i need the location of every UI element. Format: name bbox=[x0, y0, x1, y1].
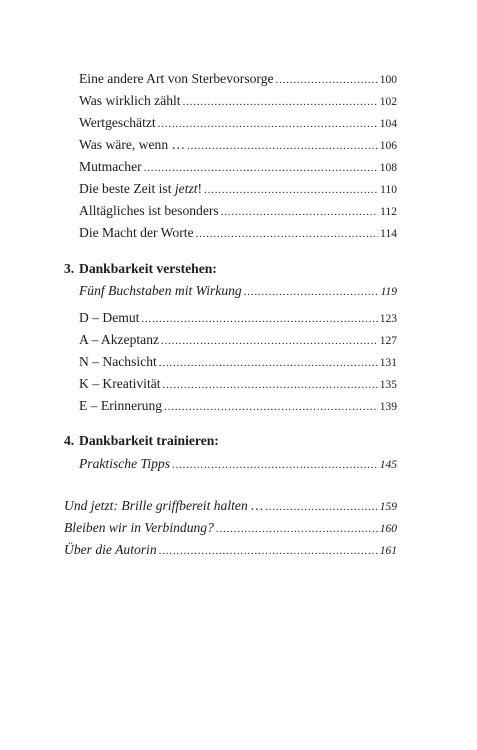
toc-entry-page: 123 bbox=[379, 313, 397, 325]
toc-entry-page: 160 bbox=[379, 523, 397, 535]
dot-leader bbox=[204, 180, 378, 200]
toc-entry-title: A – Akzeptanz bbox=[79, 332, 160, 347]
dot-leader bbox=[265, 497, 378, 517]
toc-entry[interactable] bbox=[79, 91, 397, 111]
section-heading bbox=[64, 259, 217, 279]
toc-entry[interactable] bbox=[79, 352, 397, 372]
toc-entry[interactable] bbox=[79, 330, 397, 350]
section-title: Dankbarkeit trainieren: bbox=[79, 433, 219, 448]
dot-leader bbox=[141, 309, 377, 329]
dot-leader bbox=[183, 92, 378, 112]
toc-entry[interactable] bbox=[79, 157, 397, 177]
toc-entry-page: 110 bbox=[380, 184, 397, 196]
toc-entry[interactable] bbox=[64, 518, 397, 538]
dot-leader bbox=[161, 331, 378, 351]
toc-entry-page: 139 bbox=[379, 401, 397, 413]
toc-entry[interactable] bbox=[79, 135, 397, 155]
toc-entry-page: 135 bbox=[379, 379, 397, 391]
toc-entry-title: K – Kreativität bbox=[79, 376, 161, 391]
toc-entry-title: Über die Autorin bbox=[64, 542, 157, 557]
dot-leader bbox=[196, 224, 379, 244]
title-part: Die beste Zeit ist bbox=[79, 181, 175, 196]
toc-entry[interactable] bbox=[79, 374, 397, 394]
toc-entry-page: 159 bbox=[379, 501, 397, 513]
dot-leader bbox=[172, 455, 378, 475]
toc-entry-title: Eine andere Art von Sterbevorsorge bbox=[79, 71, 274, 86]
section-heading bbox=[64, 431, 219, 451]
toc-entry[interactable] bbox=[79, 281, 397, 301]
toc-entry-page: 119 bbox=[380, 286, 397, 298]
title-emphasis: jetzt bbox=[174, 181, 198, 196]
dot-leader bbox=[144, 158, 378, 178]
toc-entry-title: Was wirklich zählt bbox=[79, 93, 181, 108]
toc-entry-page: 161 bbox=[379, 545, 397, 557]
toc-entry-title: Wertgeschätzt bbox=[79, 115, 156, 130]
toc-entry-page: 100 bbox=[379, 74, 397, 86]
dot-leader bbox=[187, 136, 378, 156]
toc-entry-page: 108 bbox=[379, 162, 397, 174]
dot-leader bbox=[164, 397, 378, 417]
toc-entry-page: 114 bbox=[380, 228, 397, 240]
toc-entry-page: 131 bbox=[379, 357, 397, 369]
toc-entry-page: 106 bbox=[379, 140, 397, 152]
toc-entry-title: Praktische Tipps bbox=[79, 456, 171, 471]
section-title: Dankbarkeit verstehen: bbox=[79, 261, 217, 276]
toc-entry-title bbox=[79, 179, 202, 199]
toc-entry[interactable] bbox=[64, 496, 397, 516]
toc-entry[interactable] bbox=[64, 540, 397, 560]
toc-entry-title: Mutmacher bbox=[79, 159, 142, 174]
toc-entry-page: 102 bbox=[379, 96, 397, 108]
dot-leader bbox=[163, 375, 378, 395]
toc-entry-title: Alltägliches ist besonders bbox=[79, 203, 219, 218]
toc-entry-title: E – Erinnerung bbox=[79, 398, 163, 413]
dot-leader bbox=[159, 353, 378, 373]
toc-entry-page: 112 bbox=[380, 206, 397, 218]
toc-entry[interactable] bbox=[79, 223, 397, 243]
toc-entry-title: Fünf Buchstaben mit Wirkung bbox=[79, 283, 242, 298]
dot-leader bbox=[244, 282, 379, 302]
section-number: 3. bbox=[64, 261, 75, 276]
toc-entry-title: Bleiben wir in Verbindung? bbox=[64, 520, 214, 535]
toc-entry-title: Und jetzt: Brille griffbereit halten … bbox=[64, 498, 264, 513]
toc-entry[interactable] bbox=[79, 113, 397, 133]
dot-leader bbox=[216, 519, 378, 539]
toc-entry[interactable] bbox=[79, 396, 397, 416]
section-number: 4. bbox=[64, 433, 75, 448]
dot-leader bbox=[158, 114, 378, 134]
toc-entry[interactable] bbox=[79, 69, 397, 89]
toc-entry[interactable] bbox=[79, 308, 397, 328]
toc-entry[interactable] bbox=[79, 201, 397, 221]
title-part: ! bbox=[197, 181, 203, 196]
toc-entry-title: Was wäre, wenn … bbox=[79, 137, 186, 152]
dot-leader bbox=[221, 202, 378, 222]
toc-entry-title: N – Nachsicht bbox=[79, 354, 157, 369]
toc-entry-page: 127 bbox=[379, 335, 397, 347]
toc-entry-title: D – Demut bbox=[79, 310, 140, 325]
dot-leader bbox=[159, 541, 378, 561]
toc-entry-title: Die Macht der Worte bbox=[79, 225, 194, 240]
toc-entry[interactable] bbox=[79, 179, 397, 199]
toc-entry[interactable] bbox=[79, 454, 397, 474]
toc-entry-page: 145 bbox=[379, 459, 397, 471]
toc-entry-page: 104 bbox=[379, 118, 397, 130]
dot-leader bbox=[276, 70, 378, 90]
